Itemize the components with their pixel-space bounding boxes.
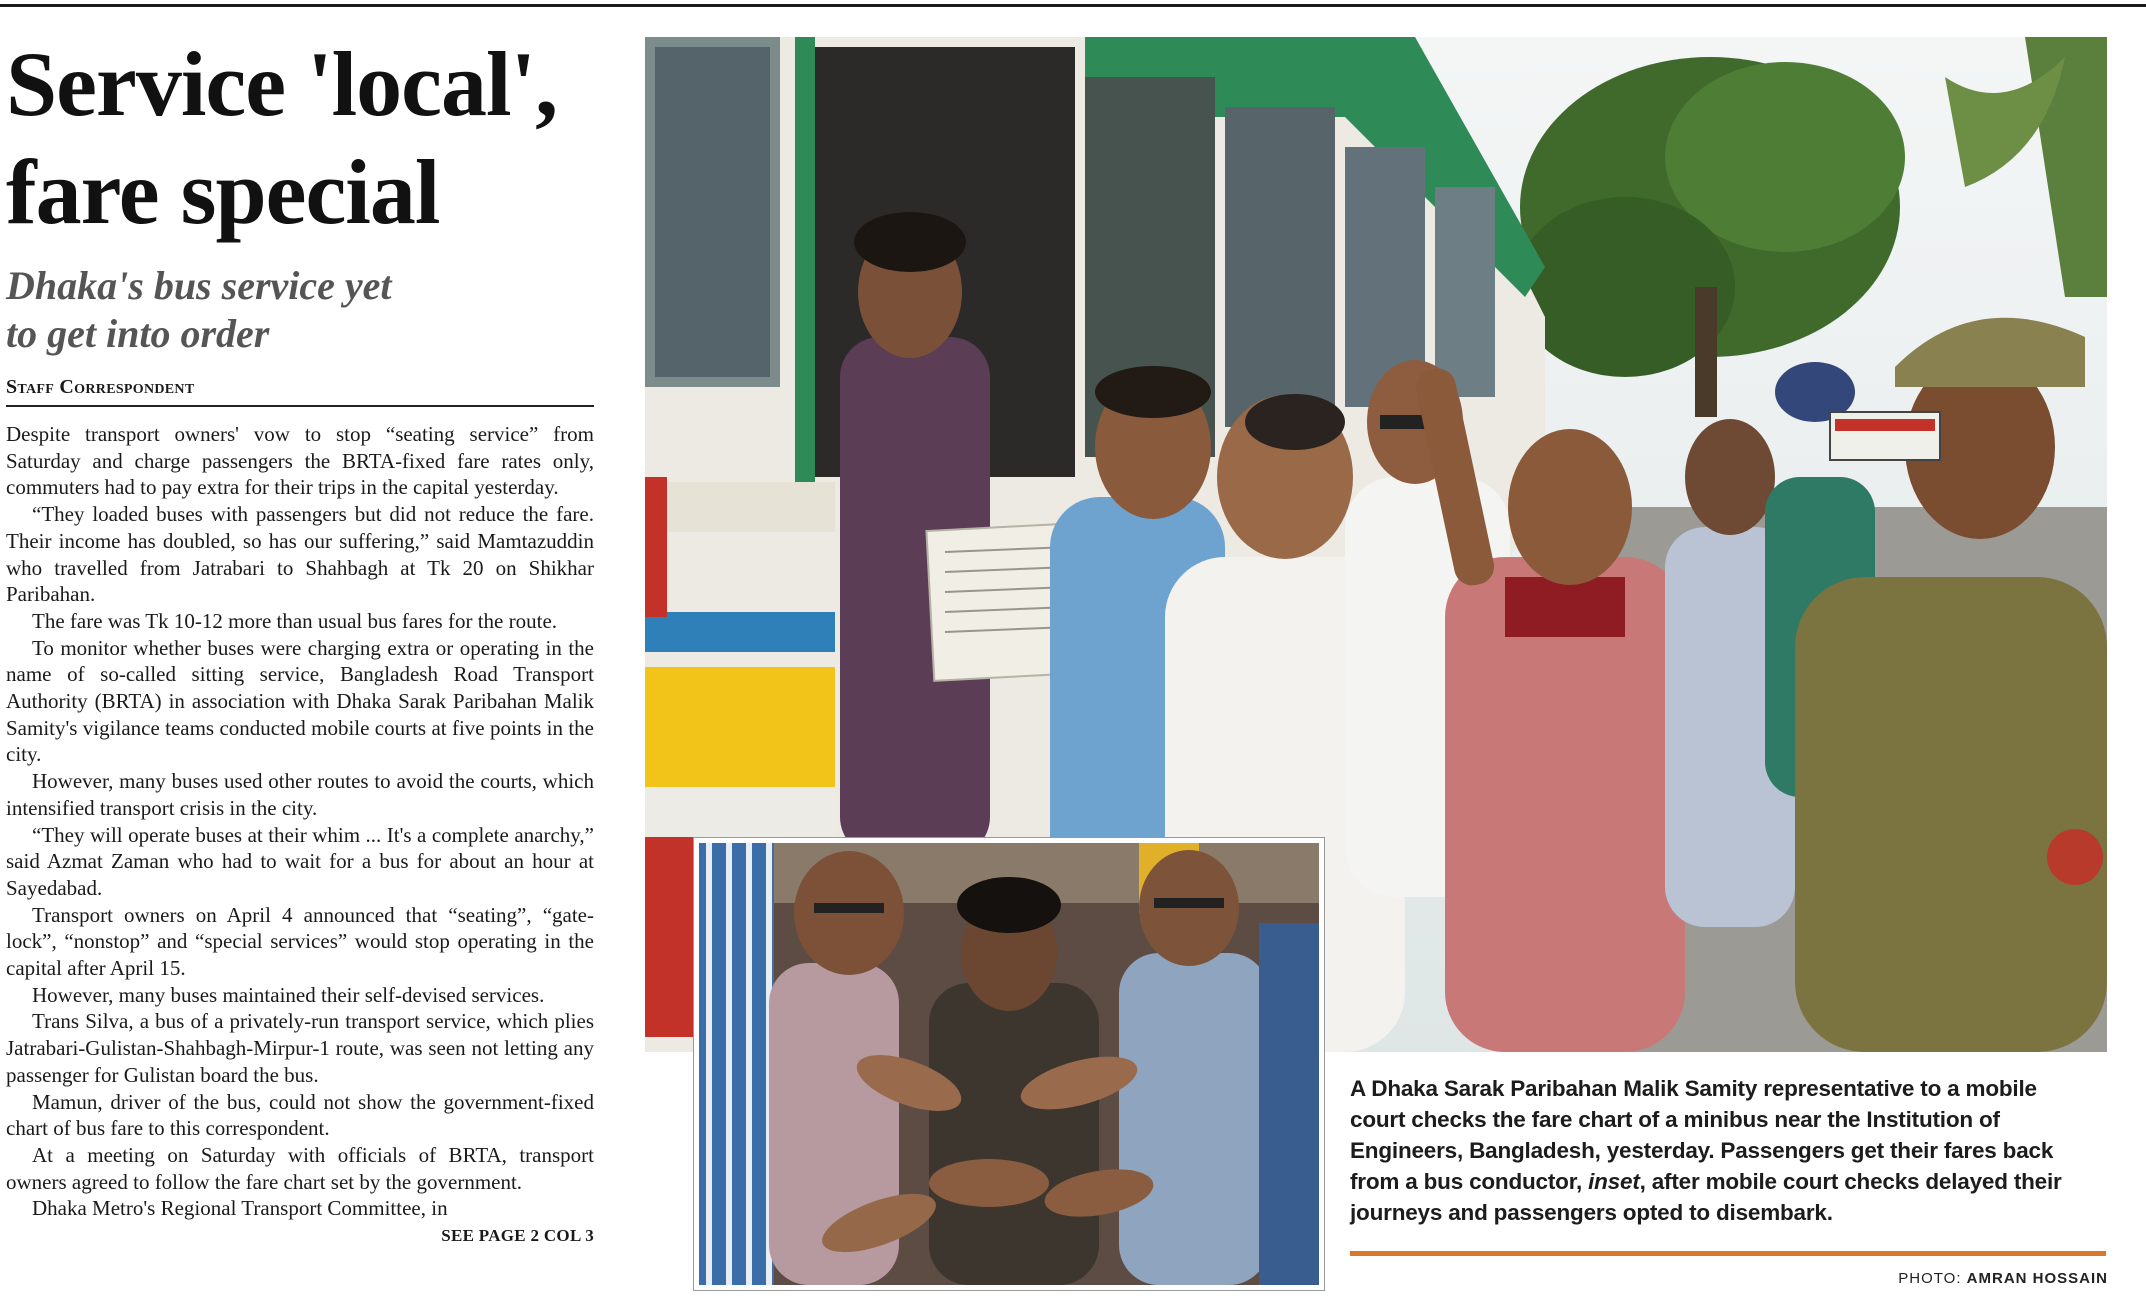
deck xyxy=(6,262,594,358)
paragraph: Dhaka Metro's Regional Transport Committee, in xyxy=(32,1196,448,1221)
paragraph: To monitor whether buses were charging extra or operating in the name of so-called sitting service, Bangladesh Road Transport Authority (BRTA) in association with Dhaka Sarak Paribahan Malik Samity's vigilance teams conducted mobile courts at five points in the city. xyxy=(6,635,594,767)
caption-part-1: A Dhaka Sarak Paribahan Malik Samity representative to a mobile court checks the fare chart of a minibus near the Institution of Engineers, Bangladesh, yesterday. Passengers get their fares back from a bus conductor, xyxy=(1350,1076,2054,1194)
paragraph: The fare was Tk 10-12 more than usual bus fares for the route. xyxy=(32,608,558,633)
credit-name: AMRAN HOSSAIN xyxy=(1966,1270,2108,1287)
paragraph: Trans Silva, a bus of a privately-run transport service, which plies Jatrabari-Gulistan-Shahbagh-Mirpur-1 route, was seen not letting any passenger for Gulistan board the bus. xyxy=(6,1009,594,1087)
caption-part-2: , after mobile court checks delayed their journeys and passengers opted to disembark. xyxy=(1350,1169,2062,1225)
headline xyxy=(6,30,594,246)
jump-line: SEE PAGE 2 COL 3 xyxy=(441,1226,594,1246)
paragraph: Mamun, driver of the bus, could not show the government-fixed chart of bus fare to this correspondent. xyxy=(6,1089,594,1141)
paragraph: However, many buses used other routes to avoid the courts, which intensified transport crisis in the city. xyxy=(6,769,594,820)
credit-label: PHOTO: xyxy=(1898,1270,1962,1287)
caption-rule xyxy=(1350,1251,2106,1256)
article-column xyxy=(6,30,594,1246)
byline: Staff Correspondent xyxy=(6,376,594,407)
paragraph: Transport owners on April 4 announced that “seating”, “gate-lock”, “nonstop” and “special services” would stop operating in the capital after April 15. xyxy=(6,902,594,981)
paragraph: “They loaded buses with passengers but did not reduce the fare. Their income has doubled, so has our suffering,” said Mamtazuddin who travelled from Jatrabari to Shahbagh at Tk 20 on Shikhar Paribahan. xyxy=(6,502,594,607)
top-rule xyxy=(0,4,2146,7)
headline-line-1: Service 'local', xyxy=(6,33,558,135)
paragraph: At a meeting on Saturday with officials of BRTA, transport owners agreed to follow the fare chart set by the government. xyxy=(6,1142,594,1194)
deck-line-2: to get into order xyxy=(6,311,270,356)
inset-photo xyxy=(694,838,1324,1290)
paragraph: Despite transport owners' vow to stop “seating service” from Saturday and charge passengers the BRTA-fixed fare rates only, commuters had to pay extra for their trips in the capital yesterday. xyxy=(6,422,594,500)
deck-line-1: Dhaka's bus service yet xyxy=(6,263,392,308)
paragraph: However, many buses maintained their self-devised services. xyxy=(32,982,545,1007)
headline-line-2: fare special xyxy=(6,141,440,243)
paragraph: “They will operate buses at their whim ... It's a complete anarchy,” said Azmat Zaman who had to wait for a bus for about an hour at Sayedabad. xyxy=(6,822,594,900)
photo-caption xyxy=(1350,1073,2095,1228)
photo-credit xyxy=(1898,1270,2108,1287)
caption-inset-word: inset xyxy=(1588,1169,1640,1194)
article-body xyxy=(6,421,594,1222)
